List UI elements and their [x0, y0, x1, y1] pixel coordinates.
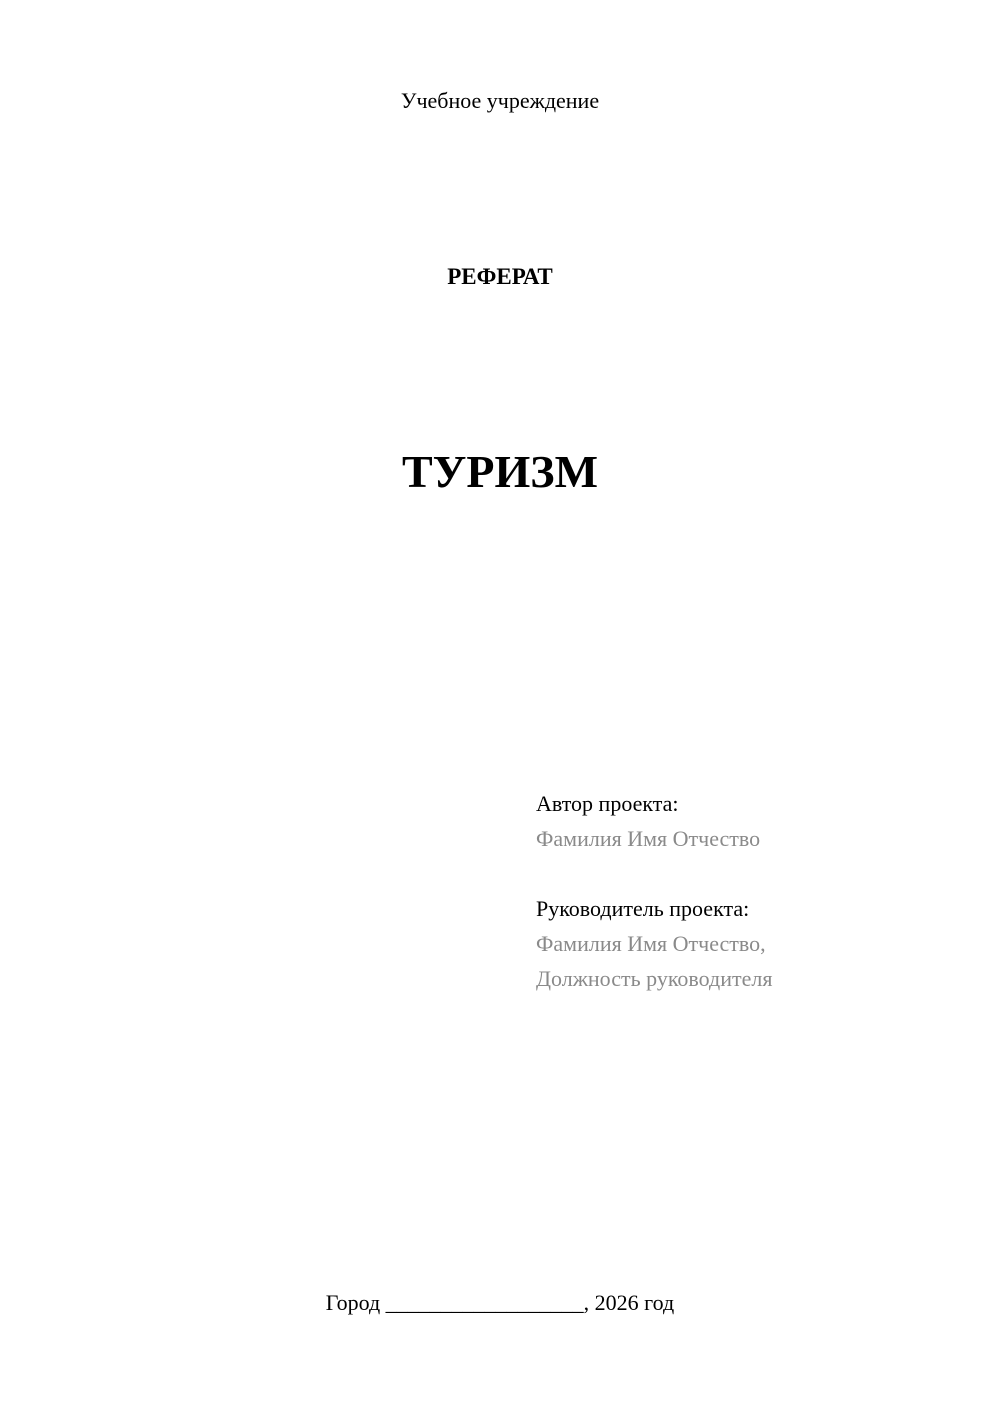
doc-type-heading: РЕФЕРАТ	[447, 264, 553, 289]
credits-spacer	[536, 856, 772, 891]
supervisor-label: Руководитель проекта:	[536, 896, 750, 921]
institution-line: Учебное учреждение	[400, 88, 600, 113]
credits-block	[536, 786, 772, 996]
author-label: Автор проекта:	[536, 791, 679, 816]
city-year-line: Город __________________, 2026 год	[325, 1290, 675, 1315]
document-title: ТУРИЗМ	[401, 446, 599, 497]
author-name-placeholder: Фамилия Имя Отчество	[536, 826, 761, 851]
supervisor-name-placeholder: Фамилия Имя Отчество,	[536, 931, 766, 956]
supervisor-position-placeholder: Должность руководителя	[536, 966, 773, 991]
